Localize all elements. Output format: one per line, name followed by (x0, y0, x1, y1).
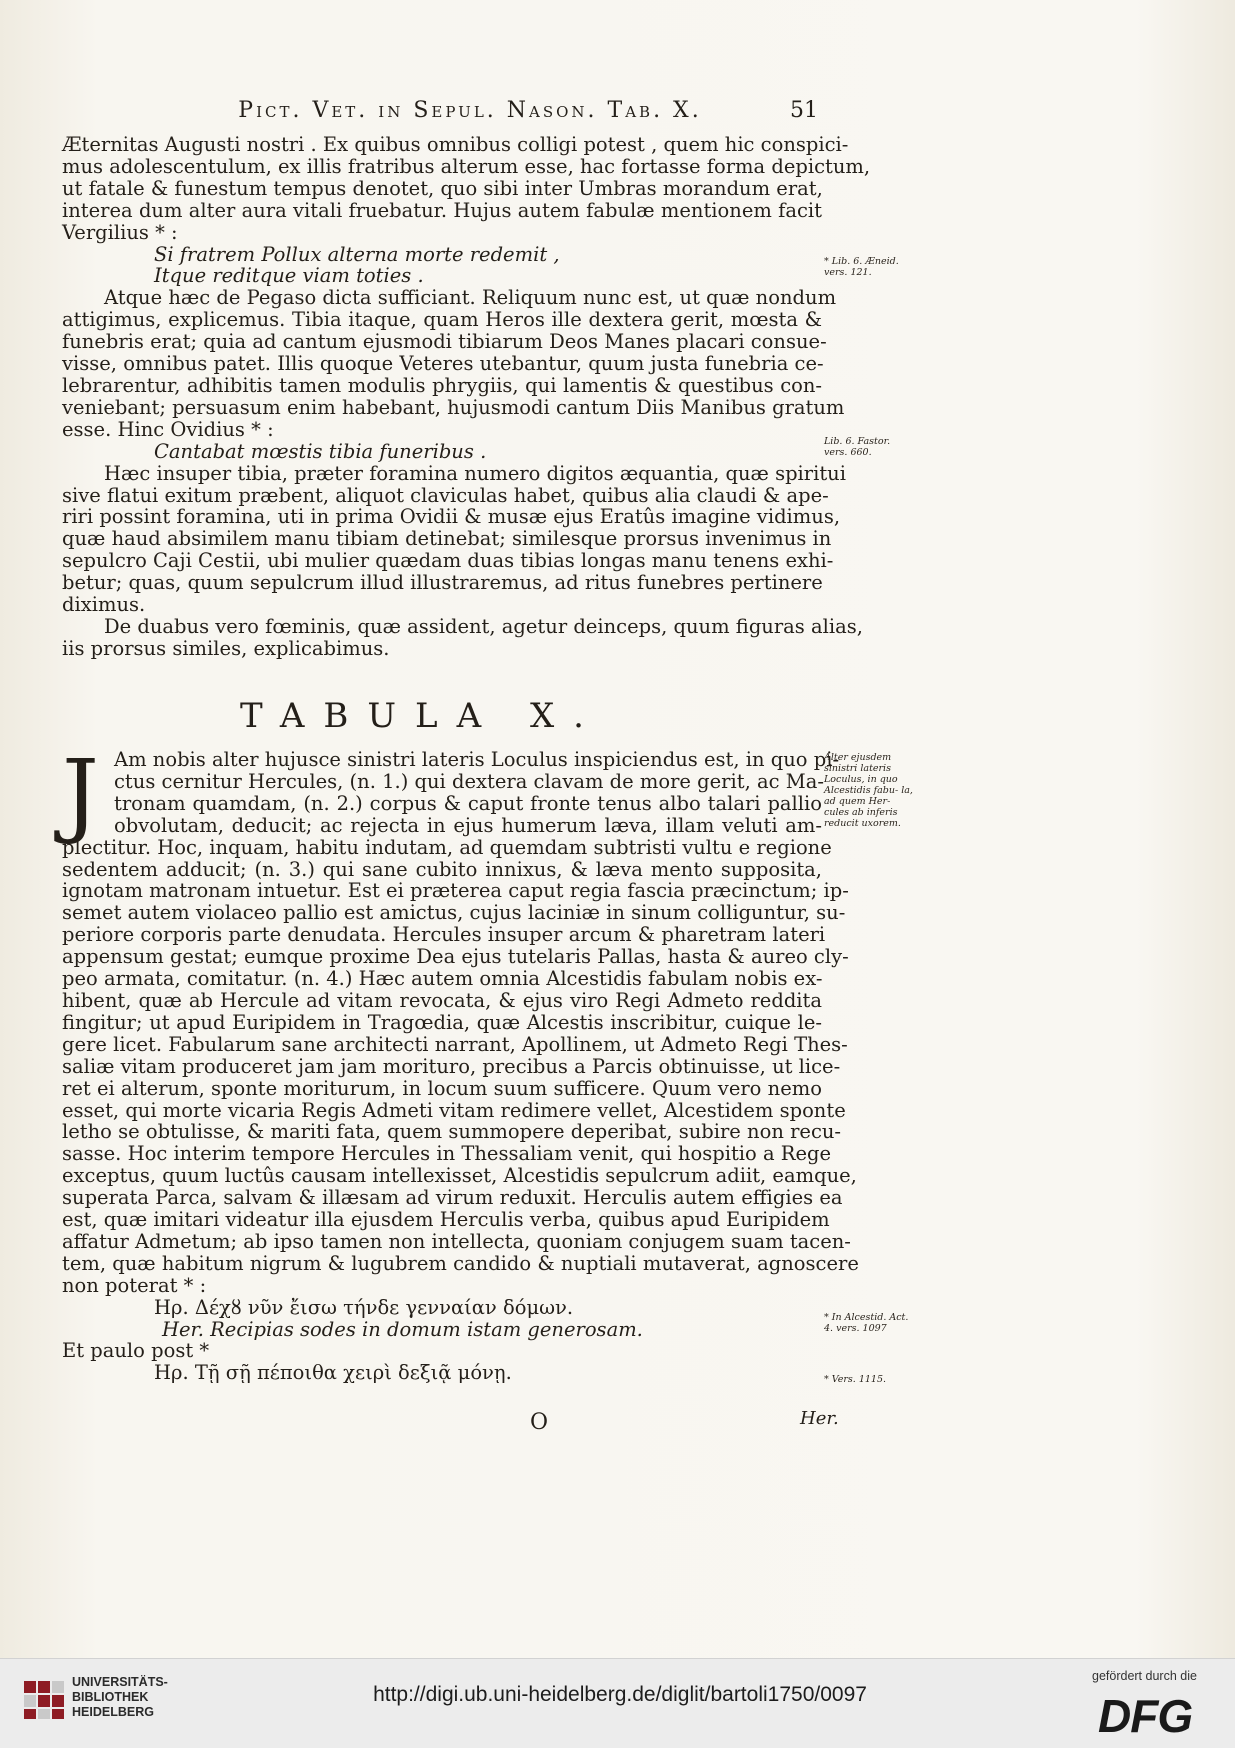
latin-translation: Her. Recipias sodes in domum istam generosam. (162, 1317, 643, 1341)
text-line: tronam quamdam, (n. 2.) corpus & caput fronte tenus albo talari pallio (114, 791, 822, 815)
greek-quote: Ηρ. Δέχȣ νῦν ἔισω τήνδε γενναίαν δόμων. (154, 1295, 574, 1319)
verse-line: Si fratrem Pollux alterna morte redemit , (154, 242, 560, 266)
text-line: affatur Admetum; ab ipso tamen non intellecta, quoniam conjugem suam tacen- (62, 1229, 851, 1253)
text-line: plectitur. Hoc, inquam, habitu indutam, ad quemdam subtristi vultu e regione (62, 835, 832, 859)
text-line: gere licet. Fabularum sane architecti narrant, Apollinem, ut Admeto Regi Thes- (62, 1032, 848, 1056)
text-line: visse, omnibus patet. Illis quoque Veteres utebantur, quum justa funebria ce- (62, 352, 824, 376)
margin-note: * In Alcestid. Act. 4. vers. 1097 (824, 1312, 909, 1334)
text-line: interea dum alter aura vitali fruebatur. Hujus autem fabulæ mentionem facit (62, 198, 822, 222)
sponsor-label: gefördert durch die (1092, 1669, 1197, 1683)
text-line: obvolutam, deducit; ac rejecta in ejus humerum læva, illam veluti am- (114, 813, 822, 837)
text-line: Hæc insuper tibia, præter foramina numero digitos æquantia, quæ spiritui (104, 461, 846, 485)
text-line: attigimus, explicemus. Tibia itaque, quam Heros ille dextera gerit, mœsta & (62, 308, 822, 332)
section-heading: TABULA X. (240, 696, 603, 736)
text-line: mus adolescentulum, ex illis fratribus alterum esse, hac fortasse forma depictum, (62, 154, 871, 178)
text-line: sepulcro Caji Cestii, ubi mulier quædam duas tibias longas manu tenens exhi- (62, 549, 834, 573)
text-line: periore corporis parte denudata. Hercules insuper arcum & pharetram lateri (62, 923, 826, 947)
dfg-logo: DFG (1098, 1690, 1193, 1742)
drop-cap: J (62, 740, 99, 847)
text-line: esset, qui morte vicaria Regis Admeti vitam redimere vellet, Alcestidem sponte (62, 1098, 846, 1122)
text-line: riri possint foramina, uti in prima Ovidii & musæ ejus Eratûs imagine vidimus, (62, 505, 841, 529)
text-line: superata Parca, salvam & illæsam ad virum reduxit. Herculis autem effigies ea (62, 1186, 843, 1210)
text-line: saliæ vitam produceret jam jam morituro, precibus a Parcis obtinuisse, ut lice- (62, 1054, 841, 1078)
text-line: veniebant; persuasum enim habebant, hujusmodi cantum Diis Manibus gratum (62, 395, 845, 419)
text-line: ctus cernitur Hercules, (n. 1.) qui dextera clavam de more gerit, ac Ma- (114, 769, 824, 793)
text-line: sasse. Hoc interim tempore Hercules in Thessaliam venit, qui hospitio a Rege (62, 1142, 832, 1166)
text-line: peo armata, comitatur. (n. 4.) Hæc autem omnia Alcestidis fabulam nobis ex- (62, 967, 823, 991)
text-line: tem, quæ habitum nigrum & lugubrem candido & nuptiali mutaverat, agnoscere (62, 1251, 859, 1275)
text-line: sive flatui exitum præbent, aliquot claviculas habet, quibus alia claudi & ape- (62, 483, 829, 507)
text-line: Æternitas Augusti nostri . Ex quibus omnibus colligi potest , quem hic conspici- (62, 133, 849, 156)
permalink[interactable]: http://digi.ub.uni-heidelberg.de/diglit/bartoli1750/0097 (373, 1683, 867, 1706)
verse-line: Cantabat mœstis tibia funeribus . (154, 439, 487, 463)
footer-bar (0, 1658, 1235, 1748)
margin-note: * Vers. 1115. (824, 1374, 887, 1385)
text-line: iis prorsus similes, explicabimus. (62, 636, 390, 660)
text-line: sedentem adducit; (n. 3.) qui sane cubito innixus, & læva mento supposita, (62, 857, 822, 881)
text-line: diximus. (62, 593, 146, 617)
text-line: betur; quas, quum sepulcrum illud illustraremus, ad ritus funebres pertinere (62, 571, 823, 595)
verse-line: Itque reditque viam toties . (154, 264, 424, 288)
text-line: semet autem violaceo pallio est amictus, cujus laciniæ in sinum colliguntur, su- (62, 901, 846, 925)
text-line: hibent, quæ ab Hercule ad vitam revocata, & ejus viro Regi Admeto reddita (62, 988, 822, 1012)
running-title: Pict. Vet. in Sepul. Nason. Tab. X. (238, 98, 702, 123)
text-line: ignotam matronam intuetur. Est ei præterea caput regia fascia præcinctum; ip- (62, 879, 849, 903)
text-line: exceptus, quum luctûs causam intellexisset, Alcestidis sepulcrum adiit, eamque, (62, 1164, 857, 1188)
text-line: Am nobis alter hujusce sinistri lateris Loculus inspiciendus est, in quo pi- (114, 748, 840, 771)
text-line: letho se obtulisse, & mariti fata, quem summopere deperibat, subire non recu- (62, 1120, 842, 1144)
text-line: esse. Hinc Ovidius * : (62, 417, 274, 441)
signature-mark: O (530, 1410, 549, 1435)
text-line: De duabus vero fœminis, quæ assident, agetur deinceps, quum figuras alias, (104, 614, 863, 638)
text-line: lebrarentur, adhibitis tamen modulis phrygiis, qui lamentis & questibus con- (62, 373, 822, 397)
margin-note: * Lib. 6. Æneid. vers. 121. (824, 256, 899, 278)
text-line: quæ haud absimilem manu tibiam detinebat; similesque prorsus invenimus in (62, 527, 832, 551)
text-line: Et paulo post * (62, 1339, 210, 1363)
university-logo-icon (22, 1677, 66, 1721)
margin-note: Alter ejusdem sinistri lateris Loculus, in quo Alcestidis fabu- la, ad quem Her- cules ab inferis reducit uxorem. (824, 752, 913, 829)
greek-quote: Ηρ. Τῇ σῇ πέποιθα χειρὶ δεξιᾷ μόνῃ. (154, 1361, 512, 1385)
margin-note: Lib. 6. Fastor. vers. 660. (824, 436, 891, 458)
text-line: appensum gestat; eumque proxime Dea ejus tutelaris Pallas, hasta & aureo cly- (62, 945, 849, 969)
text-line: Vergilius * : (62, 220, 178, 244)
text-line: Atque hæc de Pegaso dicta sufficiant. Reliquum nunc est, ut quæ nondum (104, 286, 837, 310)
page-number: 51 (790, 98, 818, 123)
text-line: funebris erat; quia ad cantum ejusmodi tibiarum Deos Manes placari consue- (62, 330, 827, 354)
text-line: non poterat * : (62, 1273, 207, 1297)
text-line: ut fatale & funestum tempus denotet, quo sibi inter Umbras morandum erat, (62, 176, 823, 200)
text-line: fingitur; ut apud Euripidem in Tragœdia, quæ Alcestis inscribitur, cuique le- (62, 1010, 822, 1034)
text-line: est, quæ imitari videatur illa ejusdem Herculis verba, quibus apud Euripidem (62, 1208, 830, 1232)
institution-name: UNIVERSITÄTS- BIBLIOTHEK HEIDELBERG (72, 1675, 168, 1719)
text-line: ret ei alterum, sponte moriturum, in locum suum sufficere. Quum vero nemo (62, 1076, 822, 1100)
catchword: Her. (800, 1408, 839, 1429)
